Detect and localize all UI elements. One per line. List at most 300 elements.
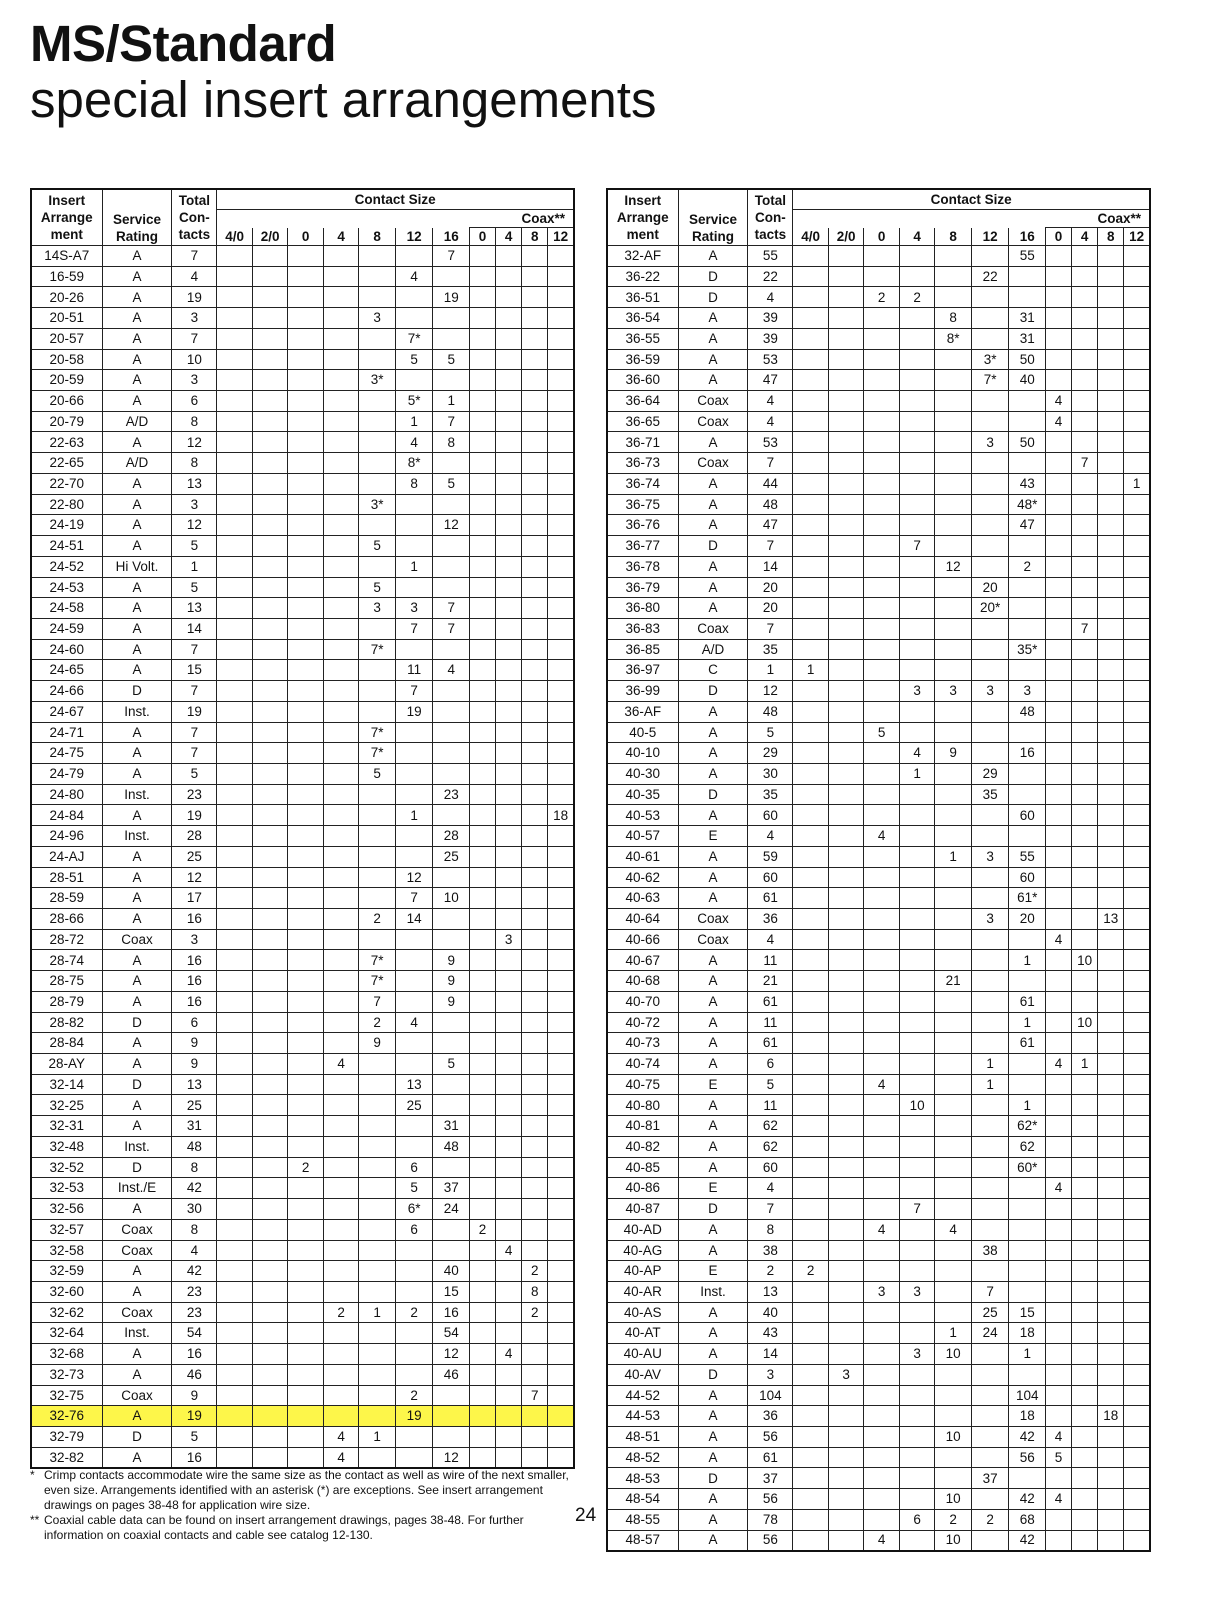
table-row (607, 1344, 1150, 1365)
service-cell: A (678, 1095, 748, 1116)
count-cell (252, 991, 288, 1012)
count-cell (323, 328, 359, 349)
count-cell (828, 1530, 864, 1551)
count-cell (1046, 805, 1072, 826)
count-cell (323, 1157, 359, 1178)
count-cell: 5 (433, 1054, 470, 1075)
table-row (31, 1219, 574, 1240)
count-cell (1098, 1074, 1124, 1095)
count-cell (935, 1199, 972, 1220)
count-cell (793, 494, 829, 515)
count-cell (1046, 515, 1072, 536)
count-cell (828, 1447, 864, 1468)
count-cell (395, 308, 433, 329)
count-cell (395, 826, 433, 847)
count-cell (1098, 1302, 1124, 1323)
count-cell (252, 1033, 288, 1054)
count-cell (395, 1447, 433, 1468)
count-cell: 104 (1009, 1385, 1046, 1406)
count-cell (828, 328, 864, 349)
count-cell (1098, 266, 1124, 287)
arrangement-cell: 36-77 (607, 536, 678, 557)
count-cell (793, 1530, 829, 1551)
count-cell (1098, 246, 1124, 267)
count-cell (1124, 1302, 1150, 1323)
count-cell (433, 805, 470, 826)
count-cell (1098, 411, 1124, 432)
count-cell (522, 888, 548, 909)
count-cell (1009, 577, 1046, 598)
count-cell (470, 515, 496, 536)
table-row (31, 287, 574, 308)
table-row (607, 598, 1150, 619)
count-cell (395, 1054, 433, 1075)
count-cell (1098, 536, 1124, 557)
count-cell (359, 846, 396, 867)
service-cell: Inst. (102, 826, 172, 847)
count-cell (395, 639, 433, 660)
count-cell (793, 867, 829, 888)
count-cell (288, 1074, 324, 1095)
count-cell: 40 (1009, 370, 1046, 391)
count-cell (864, 536, 900, 557)
arrangement-cell: 28-82 (31, 1012, 102, 1033)
count-cell (288, 929, 324, 950)
arrangement-cell: 36-85 (607, 639, 678, 660)
count-cell (1098, 1240, 1124, 1261)
arrangement-cell: 32-57 (31, 1219, 102, 1240)
count-cell (1072, 577, 1098, 598)
service-cell: A (678, 1012, 748, 1033)
count-cell: 35* (1009, 639, 1046, 660)
service-cell: A (102, 473, 172, 494)
count-cell: 6* (395, 1199, 433, 1220)
count-cell: 5* (395, 391, 433, 412)
count-cell (496, 618, 522, 639)
count-cell (323, 266, 359, 287)
count-cell: 3 (971, 909, 1009, 930)
service-cell: A (102, 266, 172, 287)
count-cell (828, 701, 864, 722)
count-cell (899, 411, 935, 432)
table-row (607, 246, 1150, 267)
count-cell (217, 1240, 253, 1261)
count-cell (1072, 432, 1098, 453)
count-cell (1009, 763, 1046, 784)
count-cell (217, 598, 253, 619)
header-text: ment (50, 227, 83, 242)
count-cell (548, 494, 574, 515)
count-cell (522, 266, 548, 287)
count-cell (496, 494, 522, 515)
count-cell (359, 1095, 396, 1116)
count-cell (217, 1385, 253, 1406)
total-cell: 61 (748, 991, 793, 1012)
count-cell (1124, 1323, 1150, 1344)
count-cell (935, 722, 972, 743)
count-cell (496, 453, 522, 474)
service-rating-header (102, 189, 172, 246)
count-cell (864, 1116, 900, 1137)
count-cell (496, 411, 522, 432)
count-cell (1098, 1530, 1124, 1551)
total-cell: 1 (748, 660, 793, 681)
count-cell (1124, 349, 1150, 370)
arrangement-cell: 32-56 (31, 1199, 102, 1220)
arrangement-cell: 36-78 (607, 556, 678, 577)
count-cell (935, 453, 972, 474)
count-cell (899, 950, 935, 971)
table-row (31, 1323, 574, 1344)
count-cell: 60 (1009, 867, 1046, 888)
coax-size-header: 12 (1124, 228, 1150, 246)
count-cell: 1 (1124, 473, 1150, 494)
total-cell: 7 (172, 639, 217, 660)
count-cell (470, 411, 496, 432)
count-cell (899, 971, 935, 992)
contact-size-header: Contact Size (793, 189, 1150, 210)
count-cell (252, 432, 288, 453)
count-cell (864, 473, 900, 494)
count-cell (1072, 1530, 1098, 1551)
count-cell (323, 701, 359, 722)
service-cell: A (678, 1323, 748, 1344)
count-cell (793, 1302, 829, 1323)
total-cell: 16 (172, 1447, 217, 1468)
total-cell: 13 (172, 598, 217, 619)
count-cell (323, 1406, 359, 1427)
count-cell (1046, 1385, 1072, 1406)
count-cell (395, 1426, 433, 1447)
count-cell (793, 453, 829, 474)
count-cell (470, 991, 496, 1012)
count-cell (828, 1302, 864, 1323)
count-cell (793, 1136, 829, 1157)
table-row (607, 888, 1150, 909)
service-cell: Coax (102, 929, 172, 950)
count-cell (971, 391, 1009, 412)
count-cell (359, 411, 396, 432)
table-row (607, 1468, 1150, 1489)
count-cell (217, 660, 253, 681)
count-cell (433, 370, 470, 391)
count-cell (252, 929, 288, 950)
count-cell (522, 1426, 548, 1447)
count-cell (828, 308, 864, 329)
count-cell: 56 (1009, 1447, 1046, 1468)
total-cell: 12 (748, 681, 793, 702)
contact-size-header: Contact Size (217, 189, 574, 210)
count-cell (1124, 867, 1150, 888)
count-cell: 10 (935, 1530, 972, 1551)
header-text: Arrange (40, 210, 93, 225)
service-cell: E (678, 1074, 748, 1095)
count-cell (470, 1323, 496, 1344)
count-cell: 22 (971, 266, 1009, 287)
count-cell (1098, 784, 1124, 805)
count-cell (522, 1406, 548, 1427)
count-cell (828, 266, 864, 287)
total-cell: 4 (748, 929, 793, 950)
count-cell (1046, 266, 1072, 287)
count-cell: 10 (433, 888, 470, 909)
count-cell (1072, 1199, 1098, 1220)
count-cell (395, 1261, 433, 1282)
count-cell (1046, 1364, 1072, 1385)
table-row (31, 266, 574, 287)
count-cell: 6 (395, 1157, 433, 1178)
table-row (31, 1074, 574, 1095)
total-cell: 17 (172, 888, 217, 909)
count-cell (288, 743, 324, 764)
count-cell (971, 971, 1009, 992)
count-cell (496, 1219, 522, 1240)
table-row (607, 991, 1150, 1012)
arrangement-cell: 24-66 (31, 681, 102, 702)
count-cell (971, 1199, 1009, 1220)
count-cell (288, 453, 324, 474)
count-cell (1124, 1074, 1150, 1095)
count-cell (1046, 453, 1072, 474)
service-cell: A (678, 349, 748, 370)
table-row (31, 971, 574, 992)
count-cell (470, 1199, 496, 1220)
count-cell (935, 266, 972, 287)
count-cell: 2 (899, 287, 935, 308)
count-cell (433, 681, 470, 702)
total-cell: 7 (172, 246, 217, 267)
count-cell (217, 1012, 253, 1033)
count-cell (288, 1240, 324, 1261)
count-cell (252, 411, 288, 432)
count-cell (470, 577, 496, 598)
count-cell (971, 722, 1009, 743)
count-cell (359, 453, 396, 474)
count-cell (470, 1426, 496, 1447)
count-cell (522, 1364, 548, 1385)
count-cell: 38 (971, 1240, 1009, 1261)
total-cell: 61 (748, 888, 793, 909)
table-row (607, 1136, 1150, 1157)
count-cell: 7* (359, 639, 396, 660)
count-cell (1098, 805, 1124, 826)
count-cell (288, 1116, 324, 1137)
service-cell: A (102, 846, 172, 867)
count-cell (1098, 556, 1124, 577)
count-cell (1098, 577, 1124, 598)
count-cell (470, 1240, 496, 1261)
total-cell: 7 (748, 453, 793, 474)
service-cell: A (678, 701, 748, 722)
count-cell (288, 556, 324, 577)
total-cell: 14 (172, 618, 217, 639)
count-cell (1046, 1406, 1072, 1427)
count-cell (217, 411, 253, 432)
count-cell (864, 349, 900, 370)
count-cell (252, 598, 288, 619)
header-text: Insert (48, 193, 86, 208)
count-cell (252, 391, 288, 412)
total-cell: 47 (748, 515, 793, 536)
count-cell (288, 1447, 324, 1468)
count-cell (433, 328, 470, 349)
count-cell (217, 846, 253, 867)
count-cell (828, 743, 864, 764)
count-cell (1098, 453, 1124, 474)
total-cell: 62 (748, 1116, 793, 1137)
arrangement-cell: 40-87 (607, 1199, 678, 1220)
size-header: 0 (864, 228, 900, 246)
count-cell (470, 1033, 496, 1054)
count-cell: 2 (793, 1261, 829, 1282)
service-cell: A (678, 1509, 748, 1530)
table-row (31, 1281, 574, 1302)
count-cell (1046, 432, 1072, 453)
table-row (31, 598, 574, 619)
count-cell (935, 639, 972, 660)
count-cell (864, 391, 900, 412)
count-cell (864, 1178, 900, 1199)
service-cell: D (678, 1468, 748, 1489)
count-cell (828, 1219, 864, 1240)
count-cell (828, 598, 864, 619)
footnote-text: Coaxial cable data can be found on insert arrangement drawings, pages 38-48. For further information on coaxial contacts and cable see catalog 12-130. (44, 1513, 524, 1542)
count-cell (828, 536, 864, 557)
count-cell: 2 (470, 1219, 496, 1240)
count-cell (1009, 1261, 1046, 1282)
count-cell (496, 1136, 522, 1157)
count-cell: 12 (395, 867, 433, 888)
count-cell (1009, 1074, 1046, 1095)
count-cell (793, 391, 829, 412)
count-cell (288, 867, 324, 888)
count-cell (1072, 1095, 1098, 1116)
count-cell (496, 1406, 522, 1427)
service-cell: A (102, 867, 172, 888)
arrangement-cell: 22-70 (31, 473, 102, 494)
count-cell (1046, 1012, 1072, 1033)
count-cell (899, 1447, 935, 1468)
service-cell: D (102, 1157, 172, 1178)
service-cell: A (678, 1116, 748, 1137)
count-cell (217, 1261, 253, 1282)
count-cell (1072, 971, 1098, 992)
table-row (31, 1364, 574, 1385)
count-cell (971, 1157, 1009, 1178)
total-cell: 13 (172, 1074, 217, 1095)
count-cell: 7* (971, 370, 1009, 391)
count-cell (323, 639, 359, 660)
count-cell (1072, 681, 1098, 702)
count-cell (470, 1178, 496, 1199)
count-cell (359, 432, 396, 453)
count-cell (1124, 1033, 1150, 1054)
count-cell (1046, 763, 1072, 784)
count-cell (864, 1240, 900, 1261)
count-cell (899, 473, 935, 494)
count-cell (323, 888, 359, 909)
count-cell (522, 432, 548, 453)
arrangement-cell: 40-66 (607, 929, 678, 950)
count-cell: 7 (433, 618, 470, 639)
count-cell (864, 515, 900, 536)
count-cell (1098, 1054, 1124, 1075)
count-cell: 1 (1009, 1344, 1046, 1365)
arrangement-cell: 24-65 (31, 660, 102, 681)
count-cell (496, 1323, 522, 1344)
count-cell (496, 391, 522, 412)
count-cell (1072, 784, 1098, 805)
count-cell (496, 826, 522, 847)
size-header: 4 (323, 228, 359, 246)
table-row (607, 556, 1150, 577)
count-cell (1124, 1489, 1150, 1510)
arrangement-cell: 24-75 (31, 743, 102, 764)
count-cell (470, 867, 496, 888)
count-cell (828, 763, 864, 784)
table-row (607, 1054, 1150, 1075)
count-cell: 5 (359, 577, 396, 598)
count-cell (548, 370, 574, 391)
service-cell: A (678, 1136, 748, 1157)
count-cell (793, 1178, 829, 1199)
count-cell (828, 1095, 864, 1116)
count-cell (1098, 950, 1124, 971)
count-cell (217, 743, 253, 764)
count-cell (864, 1489, 900, 1510)
size-header: 12 (971, 228, 1009, 246)
service-cell: A (678, 494, 748, 515)
count-cell (1046, 1136, 1072, 1157)
count-cell (828, 1033, 864, 1054)
count-cell (522, 1344, 548, 1365)
total-cell: 19 (172, 1406, 217, 1427)
count-cell: 4 (496, 1240, 522, 1261)
count-cell (1072, 1426, 1098, 1447)
count-cell (793, 246, 829, 267)
table-row (31, 246, 574, 267)
total-cell: 3 (172, 308, 217, 329)
count-cell: 5 (433, 349, 470, 370)
service-cell: A (102, 618, 172, 639)
table-row (607, 701, 1150, 722)
count-cell (252, 1074, 288, 1095)
count-cell (828, 1344, 864, 1365)
count-cell (395, 971, 433, 992)
count-cell (971, 328, 1009, 349)
count-cell (496, 598, 522, 619)
count-cell (217, 763, 253, 784)
count-cell (1098, 1364, 1124, 1385)
total-cell: 8 (748, 1219, 793, 1240)
count-cell: 2 (522, 1302, 548, 1323)
count-cell (496, 432, 522, 453)
count-cell (971, 287, 1009, 308)
count-cell (1098, 308, 1124, 329)
count-cell (323, 411, 359, 432)
arrangement-cell: 40-67 (607, 950, 678, 971)
count-cell (828, 722, 864, 743)
count-cell (433, 743, 470, 764)
count-cell (1072, 473, 1098, 494)
count-cell (522, 805, 548, 826)
count-cell: 1 (935, 1323, 972, 1344)
count-cell (470, 370, 496, 391)
count-cell (252, 515, 288, 536)
count-cell (899, 370, 935, 391)
count-cell (323, 391, 359, 412)
count-cell (1098, 1323, 1124, 1344)
